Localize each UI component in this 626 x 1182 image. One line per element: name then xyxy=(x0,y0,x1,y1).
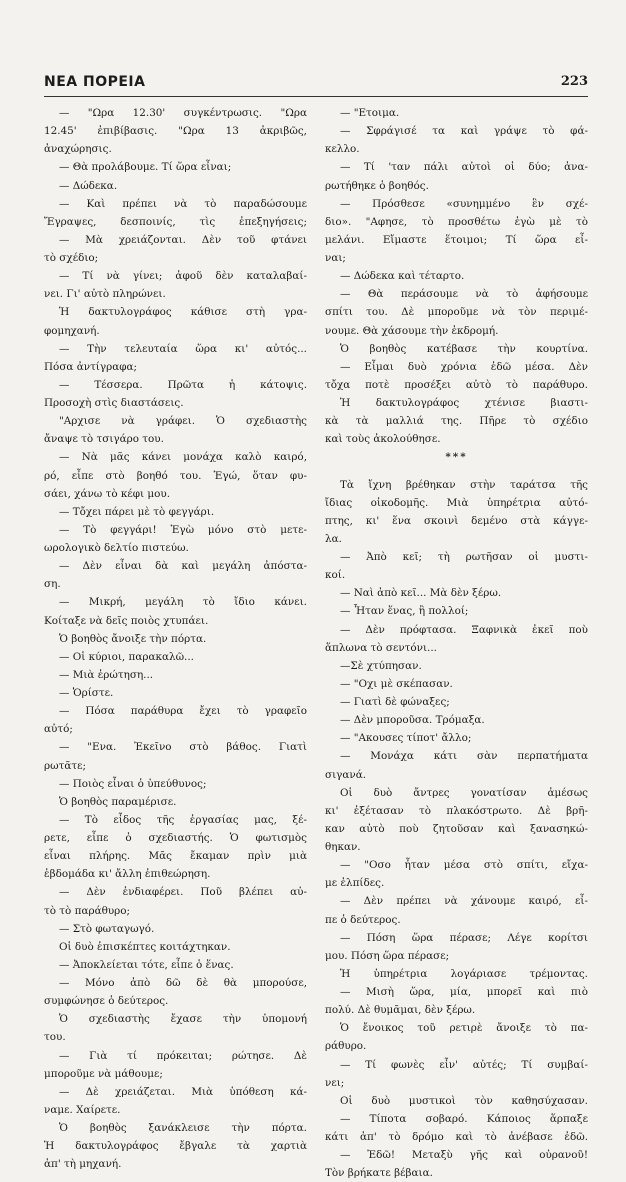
right-column-line: — Δώδεκα καὶ τέταρτο. xyxy=(340,270,465,283)
left-column-line: — Τὸ εἶδος τῆς ἐργασίας μας, ξέ- xyxy=(59,813,307,826)
left-column-line: — Ἀποκλείεται τότε, εἶπε ὁ ἕνας. xyxy=(59,958,234,971)
right-column-line: ράθυρο. xyxy=(325,1040,367,1053)
right-column-line: — Θὰ περάσουμε νὰ τὸ ἀφήσουμε xyxy=(340,288,588,301)
right-column-line: — Πρόσθεσε «συνημμένο ἓν σχέ- xyxy=(340,197,588,210)
left-column-line: — Δὲν ἐνδιαφέρει. Ποῦ βλέπει αὐ- xyxy=(59,886,307,899)
right-column-line: Ἡ ὑπηρέτρια λογάριασε τρέμοντας. xyxy=(340,967,588,980)
right-column-line: Ὁ ἔνοικος τοῦ ρετιρὲ ἄνοιξε τὸ πα- xyxy=(340,1022,588,1035)
right-column-line: — "Ακουσες τίποτ' ἄλλο; xyxy=(340,732,472,745)
right-column-line: — Δὲν πρέπει νὰ χάνουμε καιρό, εἶ- xyxy=(340,895,588,908)
left-column-line: Προσοχὴ στὶς διαστάσεις. xyxy=(44,397,184,409)
left-column-line: ἄναψε τὸ τσιγάρο του. xyxy=(44,433,164,446)
page-number: 223 xyxy=(560,74,588,89)
right-column-line: — Μισὴ ὥρα, μία, μπορεῖ καὶ πιὸ xyxy=(340,986,588,998)
left-column-line: — Μόνο ἀπὸ δῶ δὲ θὰ μπορούσε, xyxy=(59,977,307,989)
left-column-line: — Τὴν τελευταία ὥρα κι' αὐτός... xyxy=(59,342,307,355)
left-column-line: "Αρχισε νὰ γράφει. Ὁ σχεδιαστὴς xyxy=(59,415,307,428)
right-column-line: λα. xyxy=(325,532,342,545)
right-column-line: ἴδιας οἰκοδομῆς. Μιὰ ὑπηρέτρια αὐτό- xyxy=(325,496,588,509)
left-column-line: — Δώδεκα. xyxy=(59,179,118,192)
left-column-line: ση. xyxy=(44,578,61,591)
left-column-line: — "Ωρα 12.30' συγκέντρωσις. "Ωρα xyxy=(59,107,307,119)
right-column-line: πτης, κι' ἕνα σκοινὶ δεμένο στὰ κάγγε- xyxy=(325,514,588,527)
left-column-line: ἀναχώρησις. xyxy=(44,143,112,156)
left-column-line: 12.45' ἐπιβίβασις. "Ωρα 13 ἀκριβῶς, xyxy=(44,125,307,138)
right-column-line: — Γιατὶ δὲ φώναξες; xyxy=(340,696,450,708)
left-column-line: — Δὲ χρειάζεται. Μιὰ ὑπόθεση κά- xyxy=(59,1085,307,1098)
left-column-line: — Νὰ μᾶς κάνει μονάχα καλὸ καιρό, xyxy=(59,451,307,464)
left-column-line: εἶναι πλήρης. Μᾶς ἔκαμαν πρὶν μιὰ xyxy=(44,850,307,863)
left-column-line: — Μικρή, μεγάλη τὸ ἴδιο κάνει. xyxy=(59,596,307,609)
left-column xyxy=(44,104,307,1173)
right-column-line: νει; xyxy=(325,1076,345,1089)
left-column-line: — Γιὰ τί πρόκειται; ρώτησε. Δὲ xyxy=(59,1049,307,1062)
left-column-line: — "Ενα. Ἐκεῖνο στὸ βάθος. Γιατὶ xyxy=(59,741,307,754)
left-column-line: — Οἱ κύριοι, παρακαλῶ... xyxy=(59,650,194,663)
left-column-line: — Μιὰ ἐρώτηση... xyxy=(59,668,154,681)
right-column-line: καὶ τοὺς ἀκολούθησε. xyxy=(325,433,441,446)
left-column-line: — Δὲν εἶναι δὰ καὶ μεγάλη ἀπόστα- xyxy=(59,560,307,573)
header-rule xyxy=(44,96,588,97)
right-column-line: *** xyxy=(445,451,468,464)
left-column-line: Ὁ βοηθὸς ἄνοιξε τὴν πόρτα. xyxy=(59,632,207,645)
right-column-line: Ἡ δακτυλογράφος χτένισε βιαστι- xyxy=(340,397,588,409)
right-column-line: — Μονάχα κάτι σὰν περπατήματα xyxy=(340,750,588,763)
left-column-line: Ὁ βοηθὸς παραμέρισε. xyxy=(59,795,177,808)
left-column-line: ναμε. Χαίρετε. xyxy=(44,1103,121,1116)
right-column-line: σπίτι του. Δὲ μποροῦμε νὰ τὸν περιμέ- xyxy=(325,306,588,319)
left-column-line: αὐτό; xyxy=(44,723,73,736)
right-column-line: κάτι ἀπ' τὸ δρόμο καὶ τὸ ἀνέβασε ἐδῶ. xyxy=(325,1131,588,1143)
left-column-line: — Μὰ χρειάζονται. Δὲν τοῦ φτάνει xyxy=(59,233,307,246)
left-column-line: Ὁ βοηθὸς ξανάκλεισε τὴν πόρτα. xyxy=(59,1122,307,1134)
right-column-line: κὰ τὰ μαλλιά της. Πῆρε τὸ σχέδιο xyxy=(325,415,588,428)
right-column-line: σιγανά. xyxy=(325,768,367,781)
right-column-line: — "Οχι μὲ σκέπασαν. xyxy=(340,677,453,690)
right-column-line: πε ὁ δεύτερος. xyxy=(325,913,401,926)
right-column-line: μελάνι. Εἴμαστε ἕτοιμοι; Τί ὥρα εἶ- xyxy=(325,233,588,246)
left-column-line: — Τί νὰ γίνει; ἀφοῦ δὲν καταλαβαί- xyxy=(59,270,307,283)
left-column-line: ρετε, εἶπε ὁ σχεδιαστής. Ὁ φωτισμὸς xyxy=(44,832,307,844)
right-column-line: νουμε. Θὰ χάσουμε τὴν ἐκδρομή. xyxy=(325,324,499,337)
right-column-line: κοί. xyxy=(325,569,346,582)
right-column-line: με ἐλπίδες. xyxy=(325,877,385,890)
right-column-line: — Σφράγισέ τα καὶ γράψε τὸ φά- xyxy=(340,125,588,138)
left-column-line: τὸ τὸ παράθυρο; xyxy=(44,904,131,917)
left-column-line: νει. Γι' αὐτὸ πληρώνει. xyxy=(44,288,166,301)
right-column-line: Οἱ δυὸ μυστικοὶ τὸν καθησύχασαν. xyxy=(340,1094,588,1107)
left-column-line: — Καὶ πρέπει νὰ τὸ παραδώσουμε xyxy=(59,197,307,210)
left-column-line: Πόσα ἀντίγραφα; xyxy=(44,360,138,373)
right-column-line: ναι; xyxy=(325,252,346,264)
left-column-line: συμφώνησε ὁ δεύτερος. xyxy=(44,995,169,1008)
left-column-line: ἑβδομάδα κι' ἄλλη ἐπιθεώρηση. xyxy=(44,868,211,881)
left-column-line: — Ὁρίστε. xyxy=(59,687,114,699)
right-column-line: — Πόση ὥρα πέρασε; Λέγε κορίτσι xyxy=(340,931,588,944)
left-column-line: Κοίταξε νὰ δεῖς ποιὸς χτυπάει. xyxy=(44,614,209,627)
left-column-line: μποροῦμε νὰ μάθουμε; xyxy=(44,1067,163,1080)
left-column-line: φομηχανή. xyxy=(44,324,100,337)
right-column-line xyxy=(325,467,588,476)
page-header xyxy=(44,74,588,96)
right-column-line: μου. Πόση ὥρα πέρασε; xyxy=(325,949,450,962)
left-column-line: ἀπ' τὴ μηχανή. xyxy=(44,1158,122,1171)
right-column-line: καν αὐτὸ ποὺ ζητοῦσαν καὶ ξανασηκώ- xyxy=(325,822,588,835)
right-column-line: τὄχα ποτὲ προσέξει αὐτὸ τὸ παράθυρο. xyxy=(325,378,588,391)
left-column-line: ρό, εἶπε στὸ βοηθό του. Ἐγώ, ὅταν φυ- xyxy=(44,469,307,482)
left-column-line: Ἡ δακτυλογράφος κάθισε στὴ γρα- xyxy=(59,306,307,319)
right-column-line: — Ἦταν ἕνας, ἢ πολλοί; xyxy=(340,605,469,618)
right-column-line: ἅπλωνα τὸ σεντόνι... xyxy=(325,641,437,654)
left-column-line: — Ποιὸς εἶναι ὁ ὑπεύθυνος; xyxy=(59,777,207,790)
left-column-line: ρωτᾶτε; xyxy=(44,759,86,772)
right-column-line: — Τίποτα σοβαρό. Κάποιος ἅρπαξε xyxy=(340,1112,588,1125)
right-column-line: κι' ἐξέτασαν τὸ πλακόστρωτο. Δὲ βρῆ- xyxy=(325,804,588,817)
left-column-line: Οἱ δυὸ ἐπισκέπτες κοιτάχτηκαν. xyxy=(59,940,231,953)
right-column-line: Οἱ δυὸ ἄντρες γονατίσαν ἀμέσως xyxy=(340,786,588,799)
left-column-line: ωρολογικὸ δελτίο πιστεύω. xyxy=(44,542,189,554)
right-column-line: Τὸν βρήκατε βέβαια. xyxy=(325,1167,433,1180)
left-column-line: Ἡ δακτυλογράφος ἔβγαλε τὰ χαρτιὰ xyxy=(44,1140,307,1153)
right-column-line: Τὰ ἴχνη βρέθηκαν στὴν ταράτσα τῆς xyxy=(340,478,588,491)
right-column-line: κελλο. xyxy=(325,143,360,156)
right-column-line: — Τί 'ταν πάλι αὐτοὶ οἱ δύο; ἀνα- xyxy=(340,161,588,174)
right-column-line: διο». "Αφησε, τὸ προσθέτω ἐγὼ μὲ τὸ xyxy=(325,215,588,228)
left-column-line: τὸ σχέδιο; xyxy=(44,252,99,264)
left-column-line: του. xyxy=(44,1031,66,1044)
right-column-line: — Ναὶ ἀπὸ κεῖ... Μὰ δὲν ξέρω. xyxy=(340,587,502,600)
journal-title: ΝΕΑ ΠΟΡΕΙΑ xyxy=(44,74,146,90)
left-column-line: — Πόσα παράθυρα ἔχει τὸ γραφεῖο xyxy=(59,705,307,718)
left-column-line: — Τέσσερα. Πρῶτα ἡ κάτοψις. xyxy=(59,378,307,391)
right-column-line: — Δὲν πρόφτασα. Ξαφνικὰ ἐκεῖ ποὺ xyxy=(340,623,588,636)
left-column-line: Ὁ σχεδιαστὴς ἔχασε τὴν ὑπομονή xyxy=(59,1013,307,1026)
right-column-line: —Σὲ χτύπησαν. xyxy=(340,659,422,672)
right-column-line: θηκαν. xyxy=(325,841,361,853)
left-column-line: — Τὸ φεγγάρι! Ἐγὼ μόνο στὸ μετε- xyxy=(59,523,307,536)
right-column-line: — Τί φωνὲς εἶν' αὐτές; Τί συμβαί- xyxy=(340,1058,588,1071)
left-column-line: — Τὄχει πάρει μὲ τὸ φεγγάρι. xyxy=(59,505,215,518)
right-column-line: — "Ετοιμα. xyxy=(340,107,400,119)
right-column-line: — Ἀπὸ κεῖ; τὴ ρωτῆσαν οἱ μυστι- xyxy=(340,551,588,563)
left-column-line: — Θὰ προλάβουμε. Τί ὥρα εἶναι; xyxy=(59,161,232,174)
left-column-line: σάει, χάνω τὸ κέφι μου. xyxy=(44,487,171,500)
right-column-line: — Εἶμαι δυὸ χρόνια ἐδῶ μέσα. Δὲν xyxy=(340,360,588,373)
right-column-line: Ὁ βοηθὸς κατέβασε τὴν κουρτίνα. xyxy=(340,342,588,355)
left-column-line: — Στὸ φωταγωγό. xyxy=(59,922,155,935)
right-column-line: — Ἐδῶ! Μεταξὺ γῆς καὶ οὐρανοῦ! xyxy=(340,1149,588,1162)
left-column-line: Ἔγραψες, δεσποινίς, τὶς ἐπεξηγήσεις; xyxy=(44,215,307,228)
right-column-line: — "Οσο ἦταν μέσα στὸ σπίτι, εἴχα- xyxy=(340,859,588,872)
right-column xyxy=(325,104,588,1182)
right-column-line: — Δὲν μποροῦσα. Τρόμαξα. xyxy=(340,714,485,727)
right-column-line: πολύ. Δὲ θυμᾶμαι, δὲν ξέρω. xyxy=(325,1004,476,1017)
right-column-line: ρωτήθηκε ὁ βοηθός. xyxy=(325,179,429,192)
